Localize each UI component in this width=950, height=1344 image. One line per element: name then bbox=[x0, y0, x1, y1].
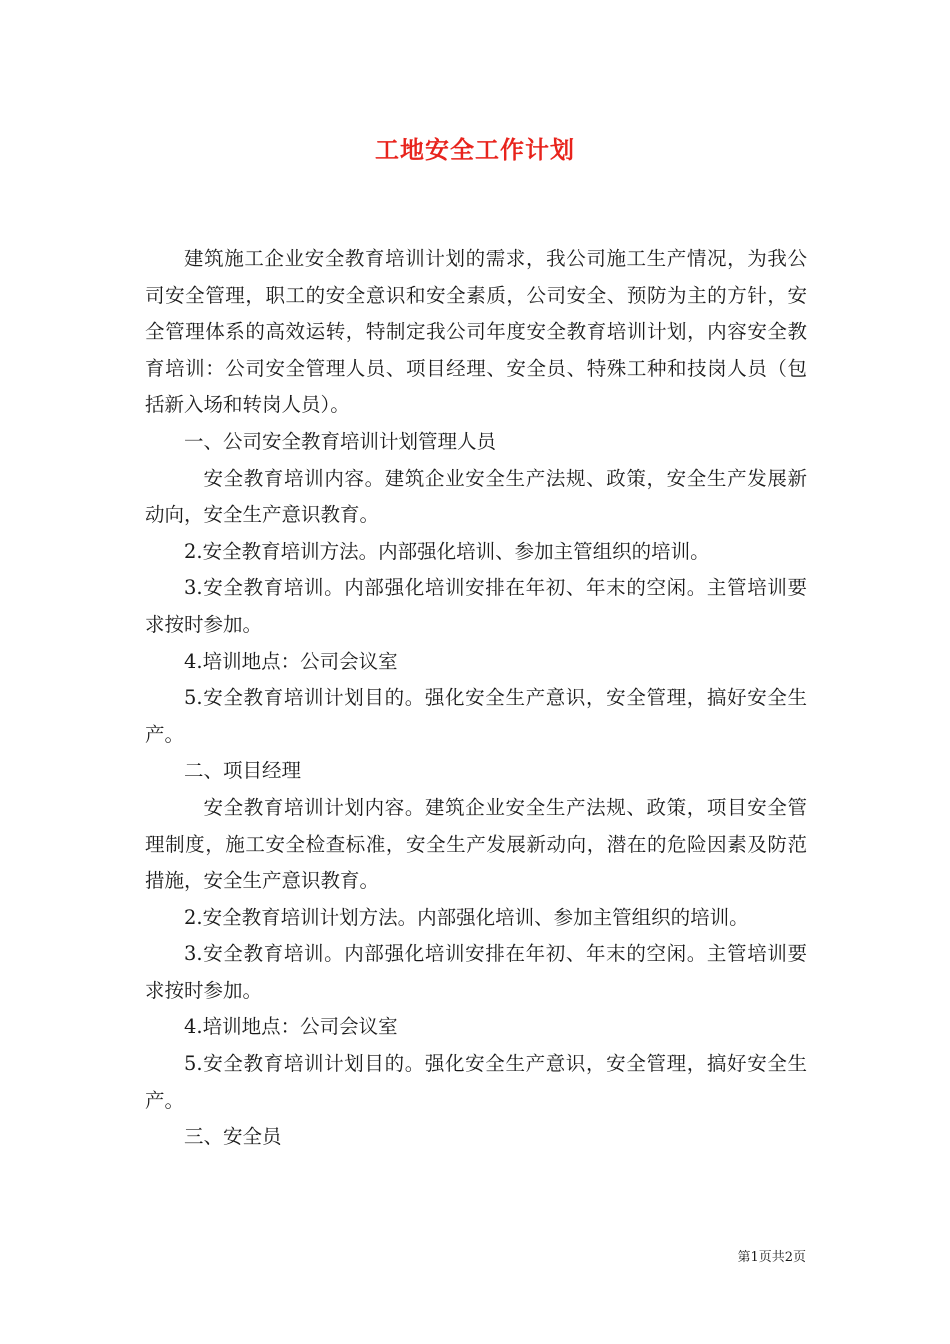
document-body bbox=[145, 241, 807, 1156]
paragraph: 3.安全教育培训。内部强化培训安排在年初、年末的空闲。主管培训要求按时参加。 bbox=[145, 576, 807, 636]
section-heading: 一、公司安全教育培训计划管理人员 bbox=[184, 429, 497, 453]
intro-paragraph: 建筑施工企业安全教育培训计划的需求，我公司施工生产情况，为我公司安全管理，职工的安全意识和安全素质，公司安全、预防为主的方针，安全管理体系的高效运转，特制定我公司年度安全教育培训计划，内容安全教育培训：公司安全管理人员、项目经理、安全员、特殊工种和技岗人员（包括新入场和转岗人员）。 bbox=[145, 247, 807, 417]
section-heading: 三、安全员 bbox=[184, 1125, 282, 1149]
paragraph: 安全教育培训内容。建筑企业安全生产法规、政策，安全生产发展新动向，安全生产意识教育。 bbox=[145, 466, 807, 527]
document-title: 工地安全工作计划 bbox=[375, 135, 575, 164]
paragraph: 安全教育培训计划内容。建筑企业安全生产法规、政策，项目安全管理制度，施工安全检查标准，安全生产发展新动向，潜在的危险因素及防范措施，安全生产意识教育。 bbox=[145, 795, 807, 893]
paragraph: 5.安全教育培训计划目的。强化安全生产意识，安全管理，搞好安全生产。 bbox=[145, 1052, 807, 1112]
paragraph: 4.培训地点：公司会议室 bbox=[184, 649, 398, 673]
paragraph: 3.安全教育培训。内部强化培训安排在年初、年末的空闲。主管培训要求按时参加。 bbox=[145, 942, 807, 1002]
paragraph: 2.安全教育培训计划方法。内部强化培训、参加主管组织的培训。 bbox=[184, 905, 749, 929]
paragraph: 5.安全教育培训计划目的。强化安全生产意识，安全管理，搞好安全生产。 bbox=[145, 686, 807, 746]
page-number: 第1页共2页 bbox=[737, 1250, 806, 1265]
section-heading: 二、项目经理 bbox=[184, 759, 302, 783]
paragraph: 4.培训地点：公司会议室 bbox=[184, 1015, 398, 1039]
paragraph: 2.安全教育培训方法。内部强化培训、参加主管组织的培训。 bbox=[184, 539, 710, 563]
